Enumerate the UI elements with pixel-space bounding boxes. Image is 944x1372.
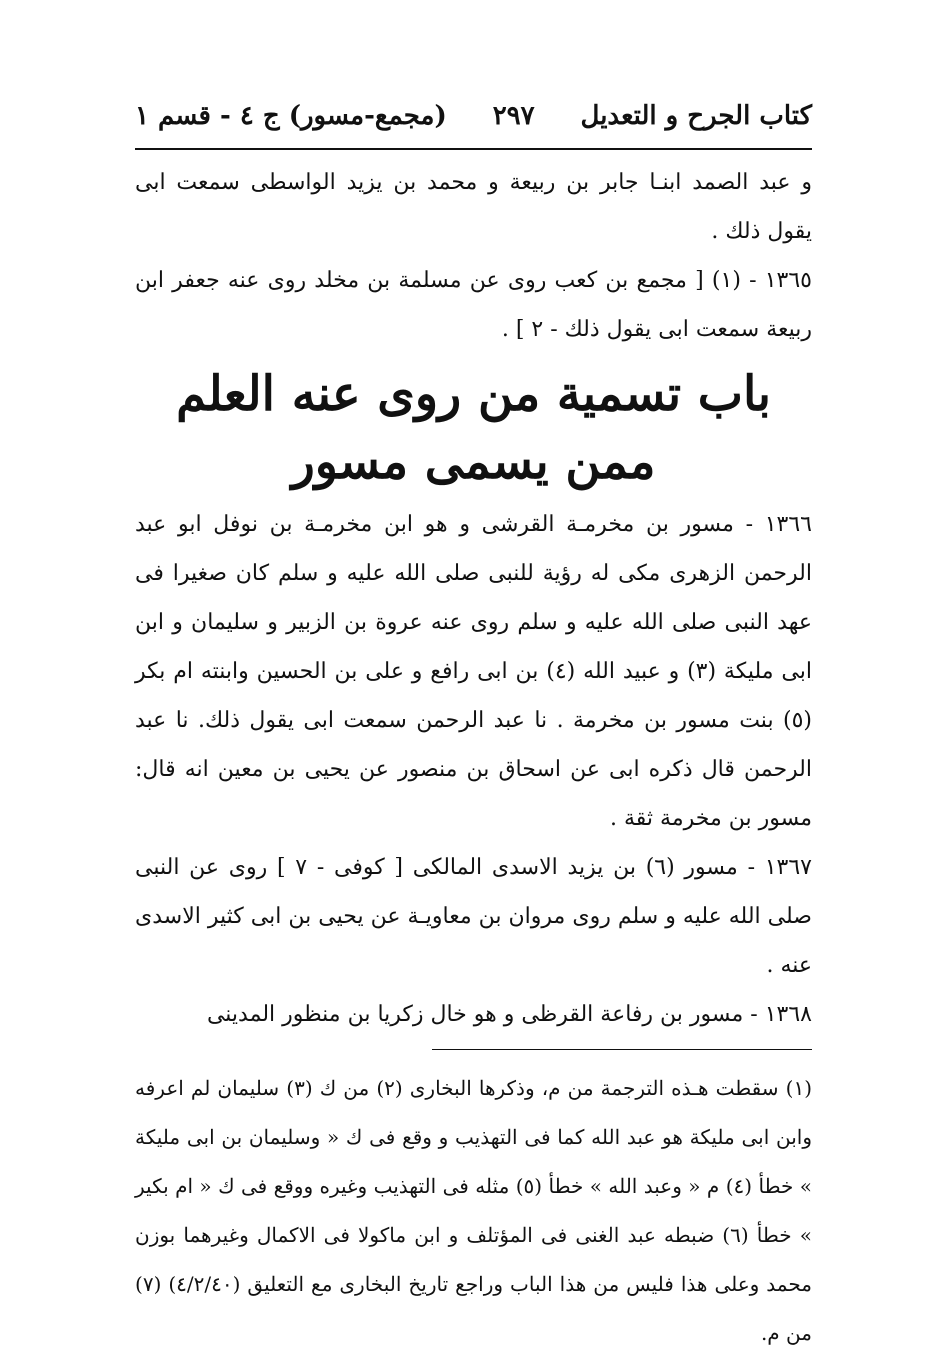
page-number: ٢٩٧	[492, 101, 535, 131]
book-title: كتاب الجرح و التعديل	[580, 101, 812, 131]
section-title-line2: ممن يسمى مسور	[291, 434, 656, 490]
page-header	[135, 90, 812, 142]
footnotes-text: (١) سقطت هـذه الترجمة من م، وذكرها البخارى (٢) من ك (٣) سليمان لم اعرفه وابن ابى مليكة هو عبد الله كما فى التهذيب و وقع فى ك « وسليمان بن ابى مليكة » خطأ (٤) م « وعبد الله » خطأ (٥) مثله فى التهذيب وغيره ووقع فى ك « ام بكير » خطأ (٦) ضبطه عبد الغنى فى المؤتلف و ابن ماكولا فى الاكمال وغيرهما بوزن محمد وعلى هذا فليس من هذا الباب وراجع تاريخ البخارى مع التعليق (٤/٢/٤٠) (٧) من م.	[135, 1076, 812, 1345]
entry-1368: ١٣٦٨ - مسور بن رفاعة القرظى و هو خال زكريا بن منظور المدينى	[206, 1002, 812, 1027]
footnote-divider	[432, 1049, 812, 1050]
page	[135, 90, 812, 1358]
entry-1367: ١٣٦٧ - مسور (٦) بن يزيد الاسدى المالكى [ كوفى - ٧ ] روى عن النبى صلى الله عليه و سلم روى مروان بن معاويـة عن يحيى بن ابى كثير الاسدى عنه .	[135, 855, 812, 978]
header-divider	[135, 148, 812, 150]
continuation-paragraph: و عبد الصمد ابنـا جابر بن ربيعة و محمد بن يزيد الواسطى سمعت ابى يقول ذلك .	[135, 170, 812, 244]
entry-1365: ١٣٦٥ - (١) [ مجمع بن كعب روى عن مسلمة بن مخلد روى عنه جعفر ابن ربيعة سمعت ابى يقول ذلك - ٢ ] .	[135, 268, 812, 342]
section-title-line1: باب تسمية من روى عنه العلم	[176, 366, 771, 422]
footnotes	[135, 1064, 812, 1358]
entry-1366: ١٣٦٦ - مسور بن مخرمـة القرشى و هو ابن مخرمـة بن نوفل ابو عبد الرحمن الزهرى مكى له رؤية للنبى صلى الله عليه و سلم كان صغيرا فى عهد النبى صلى الله عليه و سلم روى عنه عروة بن الزبير و سليمان و ابن ابى مليكة (٣) و عبيد الله (٤) بن ابى رافع و على بن الحسين وابنته ام بكر (٥) بنت مسور بن مخرمة . نا عبد الرحمن سمعت ابى يقول ذلك. نا عبد الرحمن قال ذكره ابى عن اسحاق بن منصور عن يحيى بن معين انه قال: مسور بن مخرمة ثقة .	[135, 512, 813, 831]
volume-info: (مجمع-مسور) ج ٤ - قسم ١	[135, 101, 447, 131]
